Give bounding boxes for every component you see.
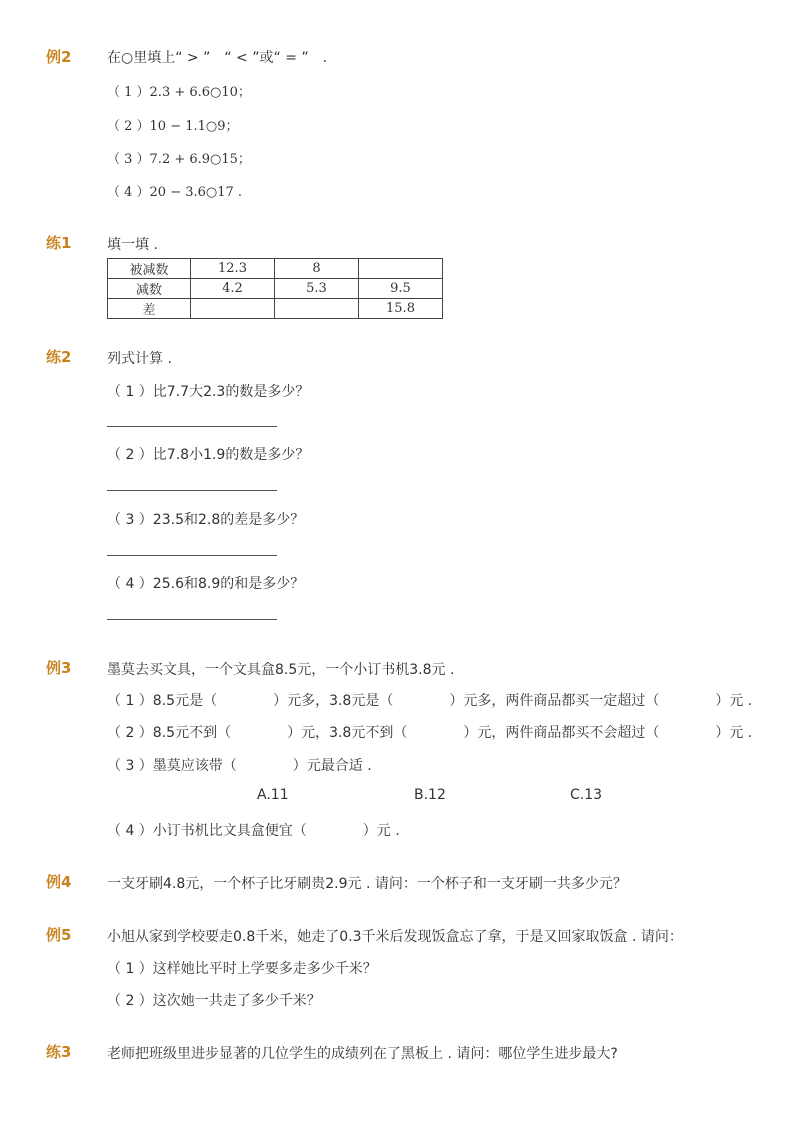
question-li2: 在○里填上“ > ” “ < ”或“ = ” . (107, 50, 328, 66)
question-lian3: 老师把班级里进步显著的几位学生的成绩列在了黑板上 . 请问：哪位学生进步最大? (107, 1046, 618, 1062)
li5-item-1: （ 1 ）这样她比平时上学要多走多少千米？ (107, 961, 377, 977)
question-lian1: 填一填 . (107, 237, 158, 253)
table-row (108, 279, 443, 299)
table-cell[interactable] (275, 299, 359, 319)
li3-item-2: （ 2 ）8.5元不到（ ）元，3.8元不到（ ）元，两件商品都买不会超过（ ）元 . (107, 725, 753, 741)
table-cell[interactable]: 12.3 (191, 259, 275, 279)
lian2-item-4: （ 4 ）25.6和8.9的和是多少？ (107, 576, 305, 592)
lian2-item-3: （ 3 ）23.5和2.8的差是多少？ (107, 512, 305, 528)
table-cell[interactable]: 4.2 (191, 279, 275, 299)
section-tag-lian1: 练1 (46, 234, 72, 252)
li3-item-4: （ 4 ）小订书机比文具盒便宜（ ）元 . (107, 823, 400, 839)
table-cell[interactable] (359, 259, 443, 279)
fill-in-table (107, 258, 443, 319)
table-row-head: 减数 (108, 279, 191, 299)
answer-line-1[interactable] (107, 426, 277, 427)
option-c[interactable]: C.13 (570, 787, 603, 803)
table-row (108, 259, 443, 279)
li3-item-1: （ 1 ）8.5元是（ ）元多，3.8元是（ ）元多，两件商品都买一定超过（ ）元 . (107, 693, 753, 709)
lian2-item-1: （ 1 ）比7.7大2.3的数是多少？ (107, 384, 310, 400)
table-cell[interactable] (191, 299, 275, 319)
li2-item-1: （ 1 ）2.3 + 6.6○10； (107, 85, 251, 100)
section-tag-li4: 例4 (46, 873, 72, 891)
section-tag-lian3: 练3 (46, 1043, 72, 1061)
table-row-head: 被减数 (108, 259, 191, 279)
option-b[interactable]: B.12 (414, 787, 446, 803)
li5-item-2: （ 2 ）这次她一共走了多少千米？ (107, 993, 321, 1009)
answer-line-3[interactable] (107, 555, 277, 556)
table-cell[interactable]: 15.8 (359, 299, 443, 319)
answer-line-4[interactable] (107, 619, 277, 620)
table-row-head: 差 (108, 299, 191, 319)
table-row (108, 299, 443, 319)
table-cell[interactable]: 8 (275, 259, 359, 279)
li2-item-2: （ 2 ）10 − 1.1○9； (107, 119, 239, 134)
li2-item-4: （ 4 ）20 − 3.6○17 . (107, 185, 243, 200)
section-tag-li3: 例3 (46, 659, 72, 677)
table-cell[interactable]: 5.3 (275, 279, 359, 299)
table-cell[interactable]: 9.5 (359, 279, 443, 299)
li2-item-3: （ 3 ）7.2 + 6.9○15； (107, 152, 251, 167)
question-li4: 一支牙刷4.8元，一个杯子比牙刷贵2.9元 . 请问：一个杯子和一支牙刷一共多少元？ (107, 876, 627, 892)
section-tag-li2: 例2 (46, 48, 72, 66)
question-lian2: 列式计算 . (107, 351, 172, 367)
li3-item-3: （ 3 ）墨莫应该带（ ）元最合适 . (107, 758, 372, 774)
section-tag-li5: 例5 (46, 926, 72, 944)
question-li3: 墨莫去买文具，一个文具盒8.5元，一个小订书机3.8元 . (107, 662, 455, 678)
section-tag-lian2: 练2 (46, 348, 72, 366)
question-li5: 小旭从家到学校要走0.8千米，她走了0.3千米后发现饭盒忘了拿，于是又回家取饭盒 . 请问： (107, 929, 683, 945)
lian2-item-2: （ 2 ）比7.8小1.9的数是多少？ (107, 447, 310, 463)
answer-line-2[interactable] (107, 490, 277, 491)
option-a[interactable]: A.11 (257, 787, 289, 803)
